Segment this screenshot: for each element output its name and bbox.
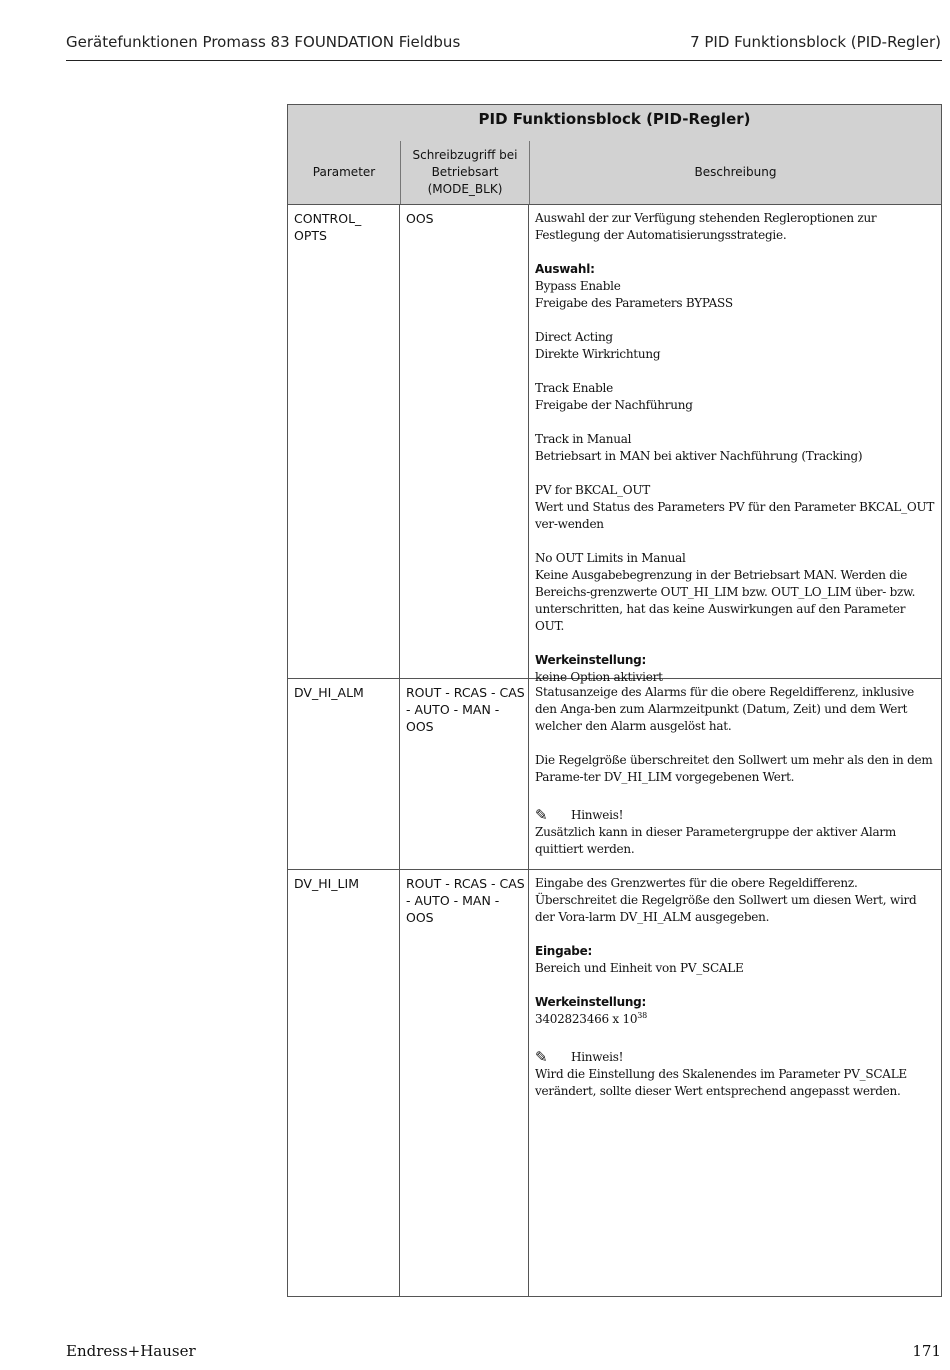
table-row-description bbox=[535, 684, 937, 858]
description-paragraph: Die Regelgröße überschreitet den Sollwert um mehr als den in dem Parame-ter DV_HI_LIM vorgegebenen Wert. bbox=[535, 753, 933, 784]
input-value: Bereich und Einheit von PV_SCALE bbox=[535, 961, 744, 975]
table-row-parameter: DV_HI_LIM bbox=[294, 876, 359, 891]
option-name: Direct Acting bbox=[535, 330, 613, 344]
running-header-right: 7 PID Funktionsblock (PID-Regler) bbox=[690, 33, 941, 51]
table-title: PID Funktionsblock (PID-Regler) bbox=[478, 110, 751, 128]
table-row-access: ROUT - RCAS - CAS - AUTO - MAN - OOS bbox=[406, 876, 525, 925]
note-label: Hinweis! bbox=[571, 808, 624, 822]
option-name: Bypass Enable bbox=[535, 279, 621, 293]
table-row-access: OOS bbox=[406, 211, 434, 226]
pencil-icon: ✎ bbox=[535, 1048, 548, 1066]
note-text: Wird die Einstellung des Skalenendes im Parameter PV_SCALE verändert, sollte dieser Wert entsprechend angepasst werden. bbox=[535, 1067, 907, 1098]
default-label: Werkeinstellung: bbox=[535, 995, 647, 1009]
header-rule bbox=[66, 60, 942, 61]
page-number: 171 bbox=[912, 1342, 941, 1360]
note-text: Zusätzlich kann in dieser Parametergruppe der aktiver Alarm quittiert werden. bbox=[535, 825, 896, 856]
table-row-description bbox=[535, 210, 937, 686]
option-description: Freigabe der Nachführung bbox=[535, 398, 693, 412]
column-divider bbox=[399, 205, 400, 1296]
description-paragraph: Überschreitet die Regelgröße den Sollwert um diesen Wert, wird der Vora-larm DV_HI_ALM ausgegeben. bbox=[535, 893, 917, 924]
table-row-access: ROUT - RCAS - CAS - AUTO - MAN - OOS bbox=[406, 685, 525, 734]
option-description: Betriebsart in MAN bei aktiver Nachführung (Tracking) bbox=[535, 449, 863, 463]
option-name: Track Enable bbox=[535, 381, 613, 395]
table-row-description bbox=[535, 875, 937, 1100]
input-label: Eingabe: bbox=[535, 944, 593, 958]
row-divider bbox=[288, 869, 941, 870]
description-paragraph: Statusanzeige des Alarms für die obere Regeldifferenz, inklusive den Anga-ben zum Alarmzeitpunkt (Datum, Zeit) und dem Wert welcher den Alarm ausgelöst hat. bbox=[535, 685, 915, 733]
option-name: PV for BKCAL_OUT bbox=[535, 483, 651, 497]
option-name: No OUT Limits in Manual bbox=[535, 551, 686, 565]
running-header-left: Gerätefunktionen Promass 83 FOUNDATION Fieldbus bbox=[66, 33, 461, 51]
default-label: Werkeinstellung: bbox=[535, 653, 647, 667]
description-intro: Auswahl der zur Verfügung stehenden Regleroptionen zur Festlegung der Automatisierungsstrategie. bbox=[535, 211, 877, 242]
column-header-access: Schreibzugriff bei Betriebsart (MODE_BLK) bbox=[400, 141, 529, 204]
option-name: Track in Manual bbox=[535, 432, 632, 446]
table-row-parameter: CONTROL_ OPTS bbox=[294, 211, 362, 243]
column-divider bbox=[528, 205, 529, 1296]
note-label: Hinweis! bbox=[571, 1050, 624, 1064]
option-description: Keine Ausgabebegrenzung in der Betriebsart MAN. Werden die Bereichs-grenzwerte OUT_HI_LIM bzw. OUT_LO_LIM über- bzw. unterschritten, hat das keine Auswirkungen auf den Parameter OUT. bbox=[535, 568, 916, 633]
selection-label: Auswahl: bbox=[535, 262, 595, 276]
pencil-icon: ✎ bbox=[535, 806, 548, 824]
table-row-parameter: DV_HI_ALM bbox=[294, 685, 364, 700]
description-paragraph: Eingabe des Grenzwertes für die obere Regeldifferenz. bbox=[535, 876, 858, 890]
table-header bbox=[288, 105, 941, 205]
option-description: Wert und Status des Parameters PV für den Parameter BKCAL_OUT ver-wenden bbox=[535, 500, 935, 531]
column-header-parameter: Parameter bbox=[312, 165, 376, 179]
default-value: keine Option aktiviert bbox=[535, 670, 663, 684]
default-value: 3402823466 x $10^{38}$ bbox=[535, 1011, 647, 1026]
option-description: Freigabe des Parameters BYPASS bbox=[535, 296, 733, 310]
column-header-description: Beschreibung bbox=[529, 141, 941, 204]
footer-brand: Endress+Hauser bbox=[66, 1342, 196, 1360]
pid-parameter-table bbox=[287, 104, 942, 1297]
option-description: Direkte Wirkrichtung bbox=[535, 347, 661, 361]
